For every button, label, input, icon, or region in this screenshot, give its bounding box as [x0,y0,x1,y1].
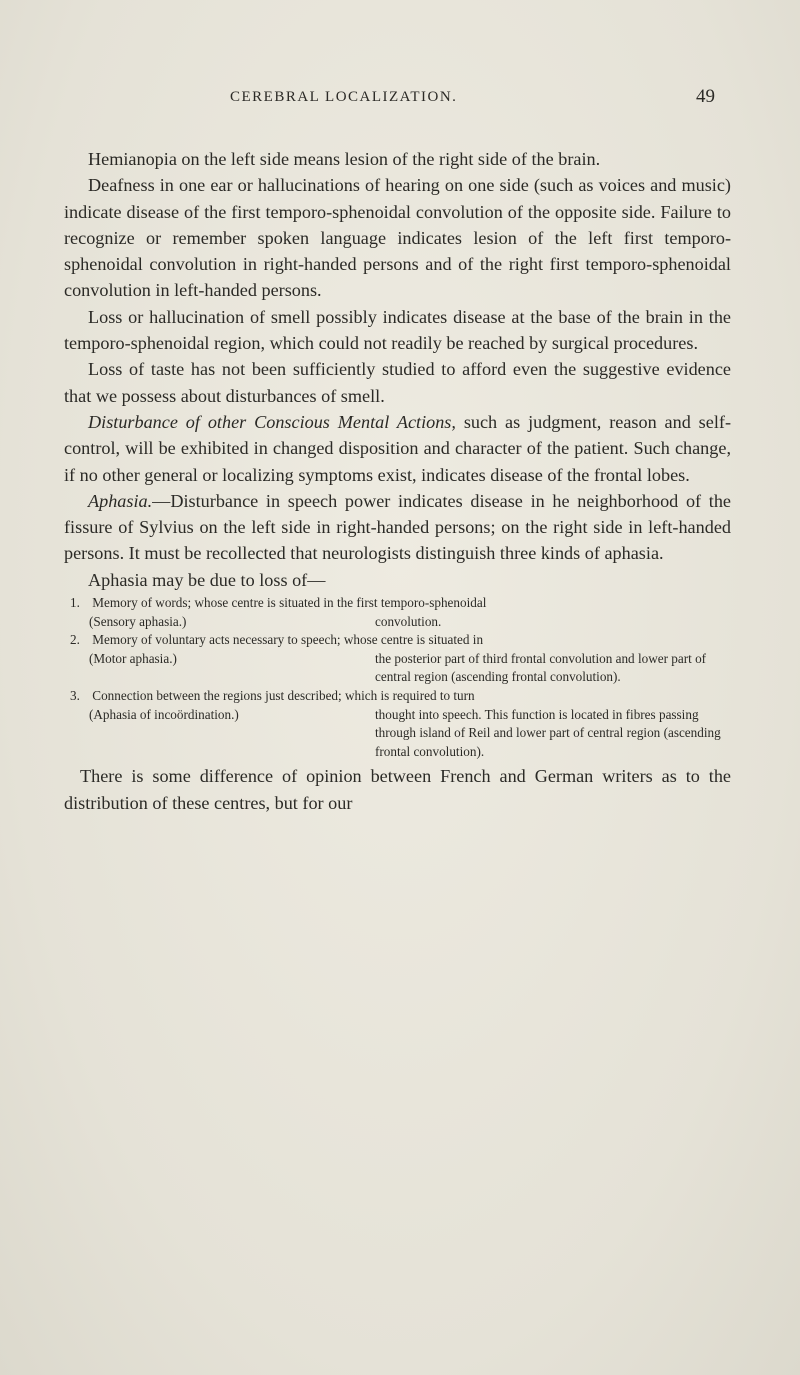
aphasia-heading: Aphasia. [88,490,153,511]
list-item-lead: Memory of words; whose centre is situated in the first temporo-sphenoidal [92,595,487,611]
list-item-rest: the posterior part of third frontal convolution and lower part of central region (ascending frontal convolution). [375,650,707,685]
paragraph-aphasia [64,488,731,567]
page-body [64,146,731,816]
paragraph-taste: Loss of taste has not been sufficiently studied to afford even the suggestive evidence that we possess about disturbances of smell. [64,359,731,406]
list-item [64,631,731,687]
mental-actions-heading: Disturbance of other Conscious Mental Actions, [88,411,456,432]
aphasia-list [64,594,731,761]
list-item-label: (Motor aphasia.) [89,650,177,666]
page-header [150,86,715,113]
paragraph-smell: Loss or hallucination of smell possibly indicates disease at the base of the brain in the temporo-sphenoidal region, which could not readily be reached by surgical procedures. [64,306,731,354]
list-item-rest: convolution. [375,613,442,629]
list-item [64,594,731,631]
list-item-number: 3. [70,688,80,704]
list-item-rest: thought into speech. This function is located in fibres passing through island of Reil and lower part of central region (ascending frontal convolution). [375,706,721,759]
paragraph-aphasia-causes: Aphasia may be due to loss of— [88,569,326,590]
mental-actions-text: such as judgment, reason and self-control, will be exhibited in changed disposition and character of the patient. Such change, if no other general or localizing symptoms exist, indicates disease of the frontal lobes. [64,411,732,485]
list-item [64,687,731,761]
paragraph-mental-actions [64,409,731,488]
paragraph-difference: There is some difference of opinion between French and German writers as to the distribution of these centres, but for our [64,766,731,813]
list-item-number: 1. [70,595,80,611]
list-item-lead: Connection between the regions just described; which is required to turn [92,688,475,704]
list-item-lead: Memory of voluntary acts necessary to speech; whose centre is situated in [92,632,484,648]
running-title: CEREBRAL LOCALIZATION. [230,89,458,105]
list-item-label: (Aphasia of incoördination.) [89,706,239,722]
list-item-label: (Sensory aphasia.) [89,613,187,629]
paragraph-hemianopia: Hemianopia on the left side means lesion of the right side of the brain. [88,149,601,169]
list-item-number: 2. [70,632,80,648]
paragraph-deafness: Deafness in one ear or hallucinations of hearing on one side (such as voices and music) indicate disease of the first temporo-sphenoidal convolution of the opposite side. Failure to recognize or remember spoken language indicates lesion of the left first temporo-sphenoidal convolution in right-handed persons and of the right first temporo-sphenoidal convolution in left-handed persons. [64,175,731,301]
page-number: 49 [696,86,715,107]
aphasia-text: —Disturbance in speech power indicates disease in he neighborhood of the fissure of Sylvius on the left side in right-handed persons; on the right side in left-handed persons. It must be recollected that neurologists distinguish three kinds of aphasia. [64,490,731,564]
